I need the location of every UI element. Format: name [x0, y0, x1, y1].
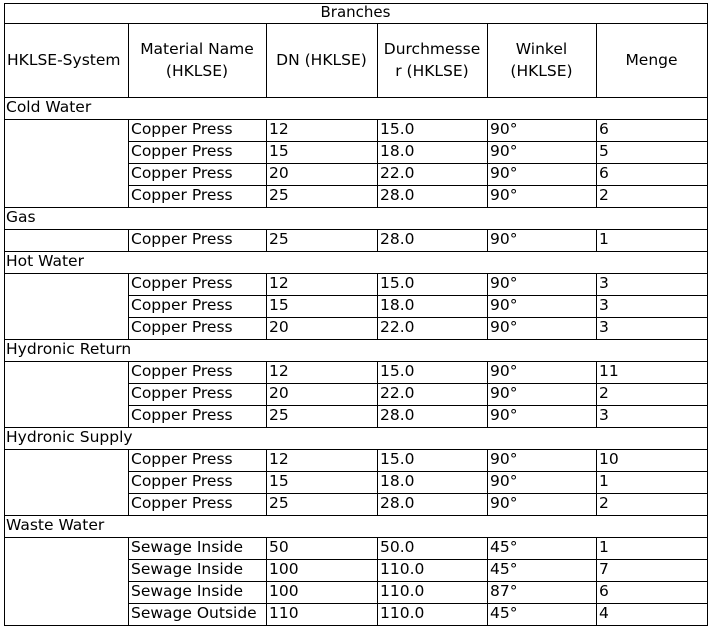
- table-border-left: [4, 3, 5, 626]
- data-column-divider: [128, 537, 129, 626]
- cell-angle: 90°: [490, 230, 518, 248]
- cell-material: Sewage Outside: [131, 604, 257, 622]
- column-header-dn: [266, 23, 377, 97]
- cell-angle: 45°: [490, 560, 518, 578]
- cell-material: Copper Press: [131, 120, 233, 138]
- cell-material: Sewage Inside: [131, 582, 244, 600]
- data-column-divider: [266, 273, 267, 340]
- cell-dn: 20: [269, 164, 289, 182]
- cell-angle: 90°: [490, 406, 518, 424]
- cell-angle: 90°: [490, 318, 518, 336]
- cell-angle: 90°: [490, 494, 518, 512]
- cell-diameter: 18.0: [380, 472, 415, 490]
- cell-quantity: 5: [599, 142, 609, 160]
- cell-diameter: 28.0: [380, 186, 415, 204]
- cell-dn: 50: [269, 538, 289, 556]
- cell-quantity: 3: [599, 296, 609, 314]
- cell-angle: 90°: [490, 362, 518, 380]
- data-column-divider: [377, 449, 378, 516]
- cell-diameter: 22.0: [380, 164, 415, 182]
- cell-dn: 15: [269, 472, 289, 490]
- cell-diameter: 15.0: [380, 450, 415, 468]
- cell-quantity: 1: [599, 538, 609, 556]
- column-header-system: [4, 23, 128, 97]
- header-column-divider: [128, 23, 129, 98]
- cell-quantity: 1: [599, 472, 609, 490]
- cell-dn: 15: [269, 296, 289, 314]
- cell-dn: 20: [269, 318, 289, 336]
- cell-dn: 100: [269, 582, 299, 600]
- header-column-divider: [377, 23, 378, 98]
- cell-diameter: 18.0: [380, 142, 415, 160]
- column-header-text: Menge: [625, 51, 678, 69]
- cell-dn: 15: [269, 142, 289, 160]
- data-column-divider: [128, 449, 129, 516]
- data-column-divider: [128, 361, 129, 428]
- cell-dn: 110: [269, 604, 299, 622]
- data-column-divider: [266, 229, 267, 252]
- column-header-angle: [487, 23, 596, 97]
- cell-material: Sewage Inside: [131, 560, 244, 578]
- cell-quantity: 10: [599, 450, 619, 468]
- cell-diameter: 28.0: [380, 406, 415, 424]
- cell-material: Copper Press: [131, 494, 233, 512]
- cell-material: Copper Press: [131, 296, 233, 314]
- column-header-text: DN (HKLSE): [276, 51, 367, 69]
- cell-material: Copper Press: [131, 318, 233, 336]
- cell-diameter: 110.0: [380, 604, 425, 622]
- cell-quantity: 4: [599, 604, 609, 622]
- cell-angle: 90°: [490, 274, 518, 292]
- data-column-divider: [487, 273, 488, 340]
- cell-diameter: 18.0: [380, 296, 415, 314]
- cell-diameter: 15.0: [380, 362, 415, 380]
- cell-dn: 12: [269, 120, 289, 138]
- cell-quantity: 1: [599, 230, 609, 248]
- cell-material: Copper Press: [131, 384, 233, 402]
- cell-material: Copper Press: [131, 230, 233, 248]
- data-column-divider: [377, 273, 378, 340]
- cell-angle: 90°: [490, 472, 518, 490]
- cell-diameter: 50.0: [380, 538, 415, 556]
- cell-dn: 25: [269, 406, 289, 424]
- column-header-diameter: [377, 23, 487, 97]
- data-column-divider: [266, 449, 267, 516]
- cell-angle: 90°: [490, 164, 518, 182]
- cell-quantity: 3: [599, 318, 609, 336]
- group-heading: Hot Water: [6, 252, 84, 270]
- column-header-text: Material Name: [140, 40, 254, 58]
- column-header-text: (HKLSE): [165, 62, 229, 80]
- cell-quantity: 2: [599, 494, 609, 512]
- cell-diameter: 110.0: [380, 560, 425, 578]
- data-column-divider: [377, 537, 378, 626]
- data-column-divider: [596, 361, 597, 428]
- group-heading: Waste Water: [6, 516, 105, 534]
- data-column-divider: [487, 229, 488, 252]
- cell-quantity: 3: [599, 274, 609, 292]
- cell-material: Copper Press: [131, 450, 233, 468]
- data-column-divider: [377, 229, 378, 252]
- data-column-divider: [487, 361, 488, 428]
- cell-angle: 45°: [490, 538, 518, 556]
- table-title: Branches: [320, 3, 391, 21]
- cell-quantity: 6: [599, 582, 609, 600]
- data-column-divider: [596, 119, 597, 208]
- cell-material: Sewage Inside: [131, 538, 244, 556]
- group-bottom-divider: [4, 625, 708, 626]
- cell-dn: 25: [269, 494, 289, 512]
- data-column-divider: [596, 449, 597, 516]
- header-column-divider: [596, 23, 597, 98]
- cell-angle: 90°: [490, 142, 518, 160]
- header-column-divider: [266, 23, 267, 98]
- cell-angle: 90°: [490, 450, 518, 468]
- data-column-divider: [377, 119, 378, 208]
- data-column-divider: [266, 537, 267, 626]
- header-column-divider: [487, 23, 488, 98]
- cell-angle: 90°: [490, 186, 518, 204]
- cell-quantity: 7: [599, 560, 609, 578]
- cell-dn: 25: [269, 186, 289, 204]
- cell-material: Copper Press: [131, 362, 233, 380]
- data-column-divider: [266, 119, 267, 208]
- cell-material: Copper Press: [131, 472, 233, 490]
- cell-diameter: 28.0: [380, 494, 415, 512]
- column-header-text: r (HKLSE): [395, 62, 469, 80]
- cell-quantity: 6: [599, 120, 609, 138]
- data-column-divider: [377, 361, 378, 428]
- cell-diameter: 22.0: [380, 318, 415, 336]
- cell-dn: 12: [269, 274, 289, 292]
- group-heading: Hydronic Supply: [6, 428, 133, 446]
- data-column-divider: [128, 229, 129, 252]
- cell-dn: 12: [269, 362, 289, 380]
- cell-angle: 90°: [490, 296, 518, 314]
- cell-diameter: 15.0: [380, 274, 415, 292]
- cell-material: Copper Press: [131, 186, 233, 204]
- cell-angle: 90°: [490, 120, 518, 138]
- data-column-divider: [596, 537, 597, 626]
- cell-angle: 90°: [490, 384, 518, 402]
- cell-material: Copper Press: [131, 406, 233, 424]
- cell-material: Copper Press: [131, 164, 233, 182]
- cell-diameter: 28.0: [380, 230, 415, 248]
- cell-dn: 20: [269, 384, 289, 402]
- data-column-divider: [596, 273, 597, 340]
- cell-material: Copper Press: [131, 274, 233, 292]
- group-heading: Cold Water: [6, 98, 92, 116]
- group-heading: Hydronic Return: [6, 340, 132, 358]
- column-header-text: Winkel: [515, 40, 568, 58]
- data-column-divider: [487, 449, 488, 516]
- cell-dn: 25: [269, 230, 289, 248]
- data-column-divider: [596, 229, 597, 252]
- cell-diameter: 110.0: [380, 582, 425, 600]
- cell-angle: 87°: [490, 582, 518, 600]
- cell-quantity: 6: [599, 164, 609, 182]
- column-header-material: [128, 23, 266, 97]
- cell-material: Copper Press: [131, 142, 233, 160]
- cell-quantity: 2: [599, 384, 609, 402]
- cell-dn: 100: [269, 560, 299, 578]
- column-header-text: HKLSE-System: [7, 51, 121, 69]
- cell-dn: 12: [269, 450, 289, 468]
- column-header-quantity: [596, 23, 707, 97]
- cell-quantity: 2: [599, 186, 609, 204]
- column-header-text: Durchmesse: [383, 40, 481, 58]
- data-column-divider: [128, 273, 129, 340]
- cell-quantity: 11: [599, 362, 619, 380]
- data-column-divider: [487, 537, 488, 626]
- table-border-right: [707, 3, 708, 626]
- cell-quantity: 3: [599, 406, 609, 424]
- cell-diameter: 22.0: [380, 384, 415, 402]
- column-header-text: (HKLSE): [510, 62, 573, 80]
- group-heading: Gas: [6, 208, 36, 226]
- data-column-divider: [128, 119, 129, 208]
- data-column-divider: [266, 361, 267, 428]
- branches-schedule-table: [4, 3, 707, 626]
- data-column-divider: [487, 119, 488, 208]
- cell-diameter: 15.0: [380, 120, 415, 138]
- cell-angle: 45°: [490, 604, 518, 622]
